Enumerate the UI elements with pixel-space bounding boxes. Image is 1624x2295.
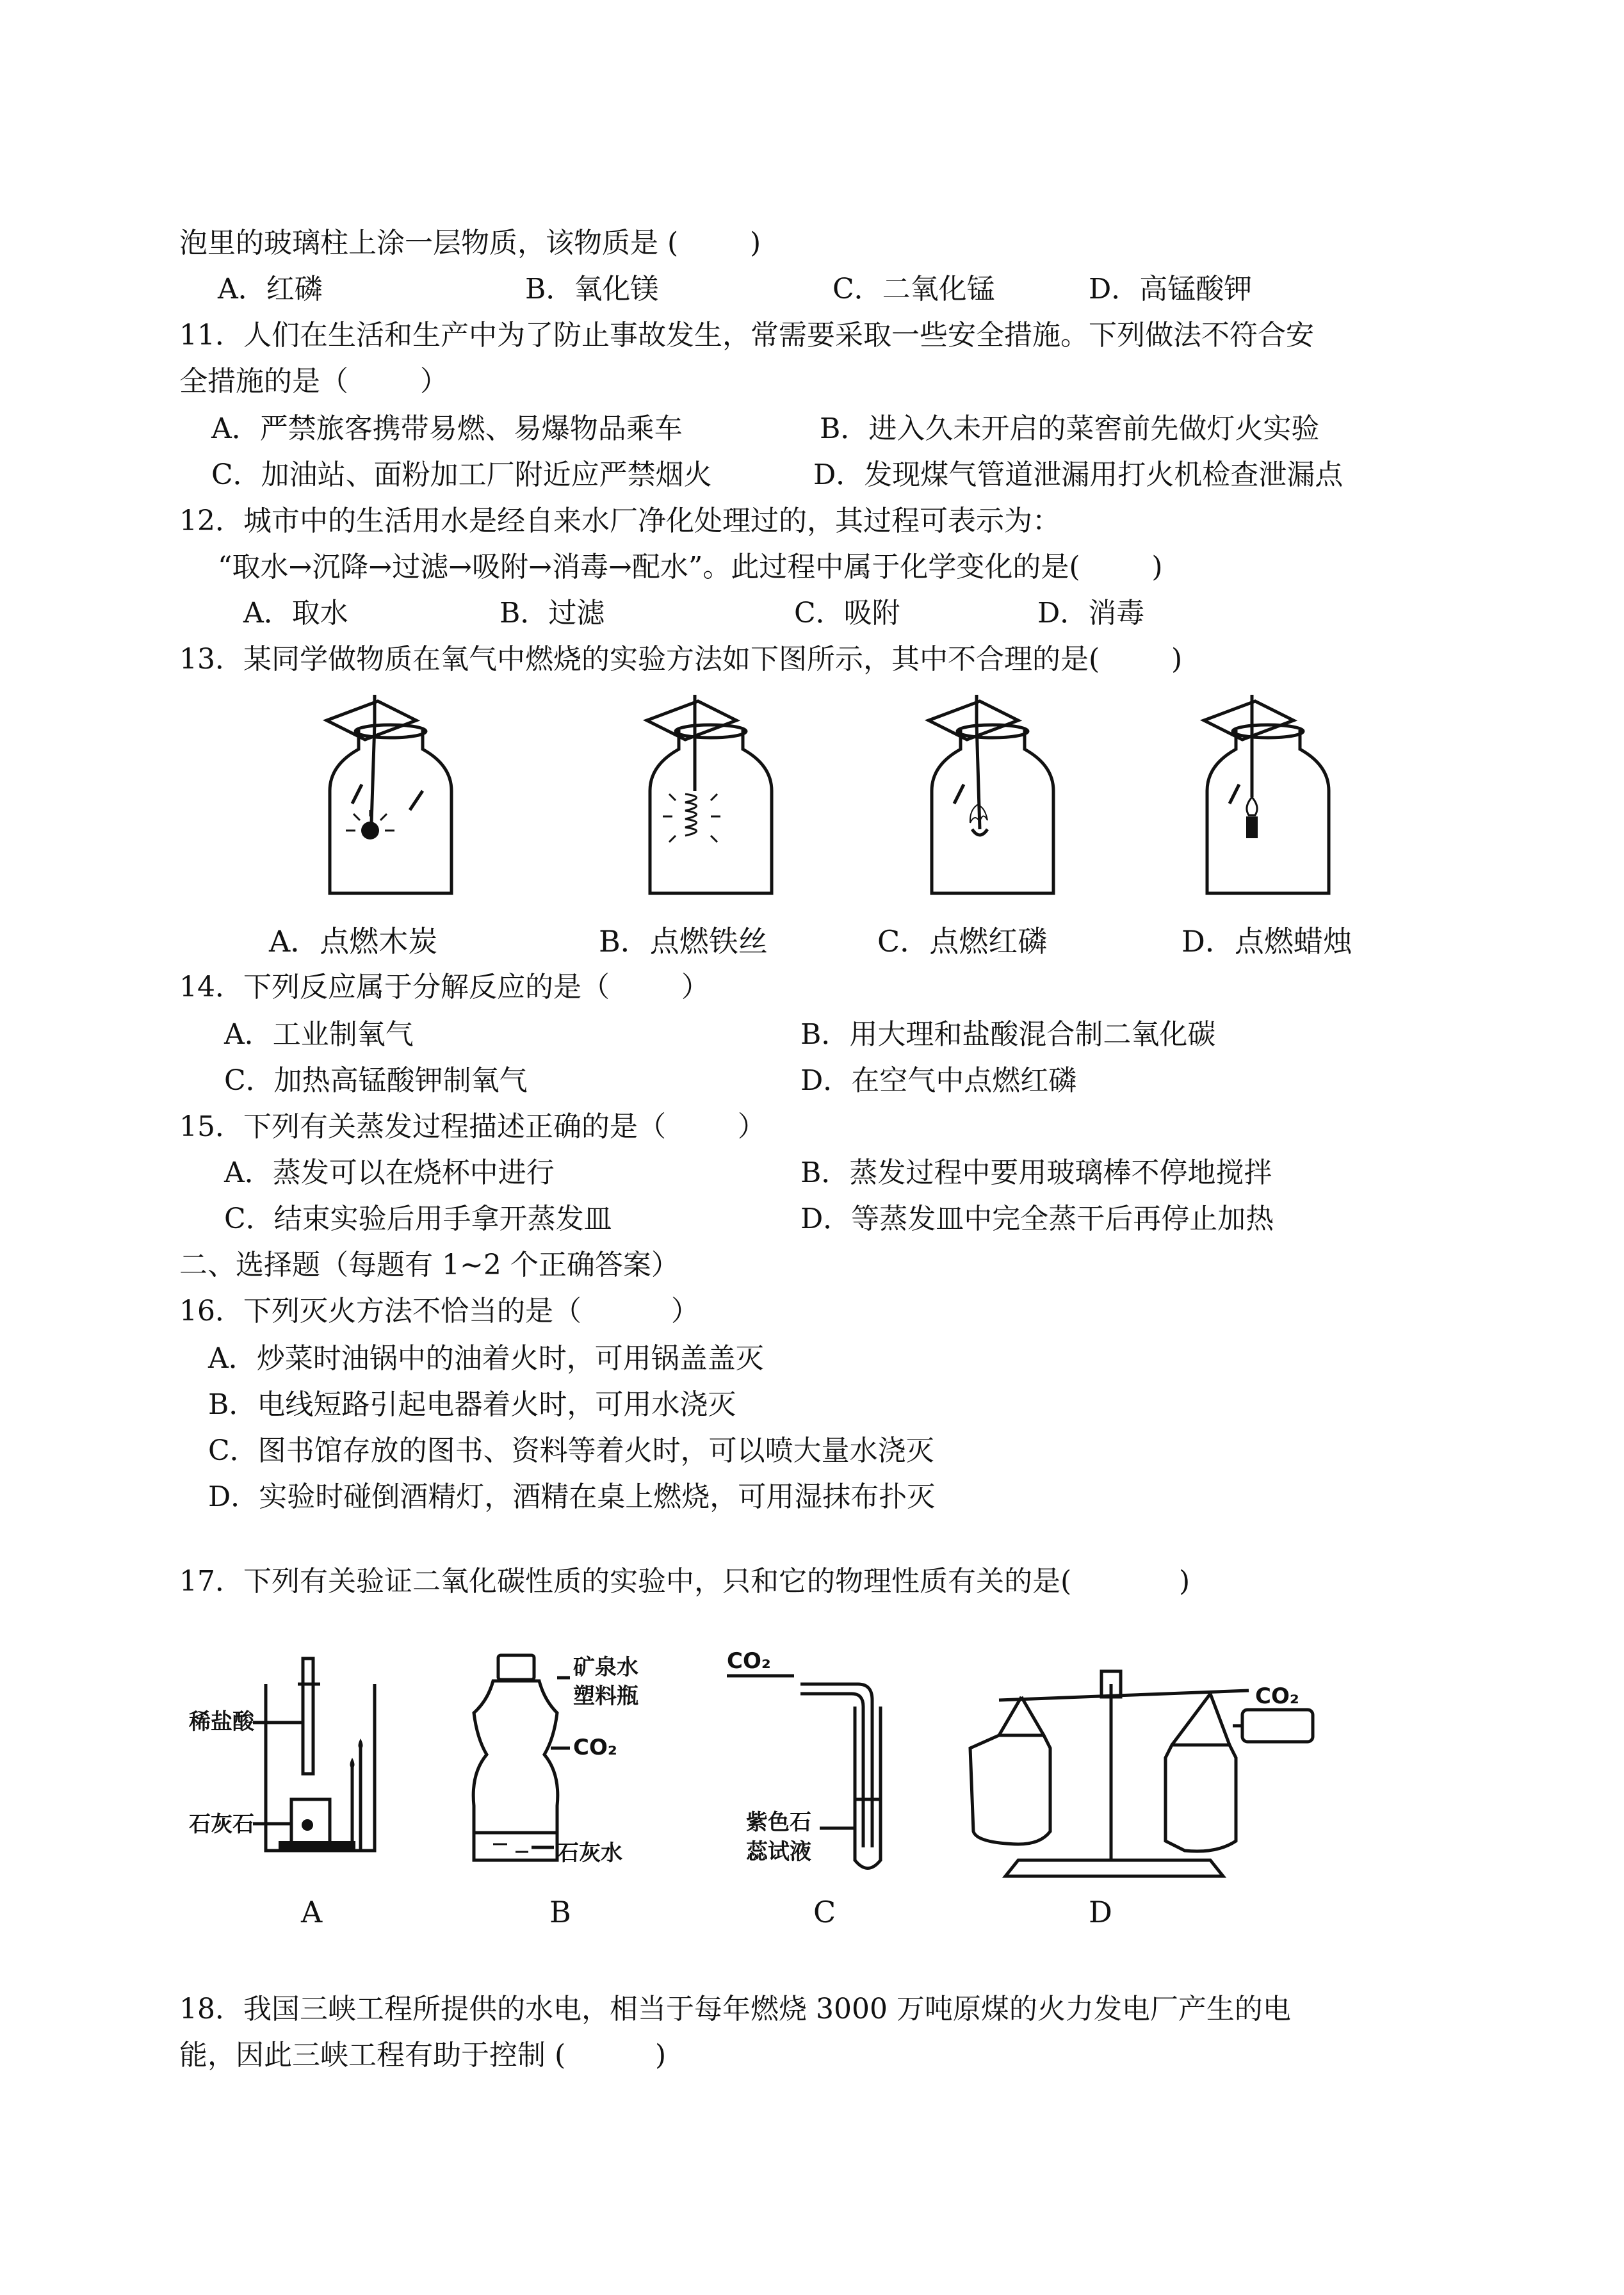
q16-option-b: B．电线短路引起电器着火时，可用水浇灭 (208, 1388, 736, 1421)
q15-option-c: C．结束实验后用手拿开蒸发皿 (224, 1203, 612, 1235)
q12-option-c: C．吸附 (794, 597, 900, 629)
q13-caption-c: C．点燃红磷 (877, 924, 1048, 959)
q10-option-b: B．氧化镁 (525, 273, 659, 305)
q17-caption-c: C (813, 1895, 836, 1929)
question-15-stem: 15．下列有关蒸发过程描述正确的是（ ） (179, 1110, 766, 1143)
question-10-stem-tail: 泡里的玻璃柱上涂一层物质，该物质是 ( ) (179, 227, 761, 259)
q15-option-d: D．等蒸发皿中完全蒸干后再停止加热 (800, 1203, 1274, 1235)
q12-option-b: B．过滤 (499, 597, 605, 629)
q17-caption-a: A (301, 1895, 323, 1929)
q11-option-d: D．发现煤气管道泄漏用打火机检查泄漏点 (813, 458, 1344, 491)
q11-option-c: C．加油站、面粉加工厂附近应严禁烟火 (211, 458, 712, 491)
question-18-stem-line2: 能，因此三峡工程有助于控制 ( ) (179, 2039, 667, 2072)
figure-17c-test-tube (724, 1642, 929, 1879)
label-dilute-hcl: 稀盐酸 (189, 1709, 254, 1735)
q16-option-d: D．实验时碰倒酒精灯，酒精在桌上燃烧，可用湿抹布扑灭 (208, 1480, 936, 1513)
section-2-title: 二、选择题（每题有 1~2 个正确答案） (179, 1249, 679, 1281)
q11-option-a: A．严禁旅客携带易燃、易爆物品乘车 (211, 412, 683, 445)
q15-option-b: B．蒸发过程中要用玻璃棒不停地搅拌 (800, 1156, 1272, 1189)
q12-option-a: A．取水 (243, 597, 348, 629)
question-13-stem: 13．某同学做物质在氧气中燃烧的实验方法如下图所示，其中不合理的是( ) (179, 643, 1183, 676)
figure-13a-charcoal-jar (314, 695, 467, 900)
label-plastic-bottle: 塑料瓶 (573, 1683, 638, 1709)
figure-13b-iron-wire-jar (634, 695, 788, 900)
label-litmus-2: 蕊试液 (746, 1839, 811, 1865)
figure-13c-red-phosphorus-jar (916, 695, 1069, 900)
q13-caption-b: B．点燃铁丝 (599, 924, 768, 959)
figure-13d-candle-jar (1191, 695, 1345, 900)
q13-caption-d: D．点燃蜡烛 (1181, 924, 1352, 959)
label-c-co2: CO₂ (727, 1648, 771, 1674)
q16-option-c: C．图书馆存放的图书、资料等着火时，可以喷大量水浇灭 (208, 1434, 934, 1467)
question-18-stem-line1: 18．我国三峡工程所提供的水电，相当于每年燃烧 3000 万吨原煤的火力发电厂产生的电 (179, 1993, 1291, 2025)
question-11-stem-line2: 全措施的是（ ） (179, 365, 448, 398)
q14-option-a: A．工业制氧气 (224, 1018, 414, 1051)
question-12-stem-line1: 12．城市中的生活用水是经自来水厂净化处理过的，其过程可表示为： (179, 505, 1060, 537)
q10-option-c: C．二氧化锰 (832, 273, 995, 305)
q10-option-a: A．红磷 (218, 273, 323, 305)
figure-17d-balance (961, 1639, 1332, 1883)
q11-option-b: B．进入久未开启的菜窖前先做灯火实验 (820, 412, 1320, 445)
q14-option-b: B．用大理和盐酸混合制二氧化碳 (800, 1018, 1216, 1051)
question-14-stem: 14．下列反应属于分解反应的是（ ） (179, 971, 710, 1003)
label-d-co2: CO₂ (1255, 1683, 1299, 1709)
figure-17b-plastic-bottle (461, 1652, 730, 1870)
q17-caption-b: B (549, 1895, 571, 1929)
q14-option-c: C．加热高锰酸钾制氧气 (224, 1064, 528, 1097)
label-limestone: 石灰石 (189, 1812, 254, 1837)
q14-option-d: D．在空气中点燃红磷 (800, 1064, 1077, 1097)
question-12-stem-line2: “取水→沉降→过滤→吸附→消毒→配水”。此过程中属于化学变化的是( ) (218, 551, 1163, 583)
question-11-stem-line1: 11．人们在生活和生产中为了防止事故发生，常需要采取一些安全措施。下列做法不符合安 (179, 319, 1314, 352)
q15-option-a: A．蒸发可以在烧杯中进行 (224, 1156, 555, 1189)
question-16-stem: 16．下列灭火方法不恰当的是（ ） (179, 1295, 699, 1327)
question-17-stem: 17．下列有关验证二氧化碳性质的实验中，只和它的物理性质有关的是( ) (179, 1565, 1190, 1598)
q12-option-d: D．消毒 (1037, 597, 1145, 629)
q10-option-d: D．高锰酸钾 (1089, 273, 1253, 305)
label-limewater: 石灰水 (557, 1840, 622, 1866)
q17-caption-d: D (1089, 1895, 1112, 1929)
label-litmus-1: 紫色石 (746, 1810, 811, 1835)
label-mineral-water: 矿泉水 (573, 1655, 638, 1680)
figure-17a-beaker-candles (189, 1652, 394, 1870)
label-b-co2: CO₂ (573, 1735, 617, 1760)
q16-option-a: A．炒菜时油锅中的油着火时，可用锅盖盖灭 (208, 1342, 764, 1375)
q13-caption-a: A．点燃木炭 (269, 924, 438, 959)
